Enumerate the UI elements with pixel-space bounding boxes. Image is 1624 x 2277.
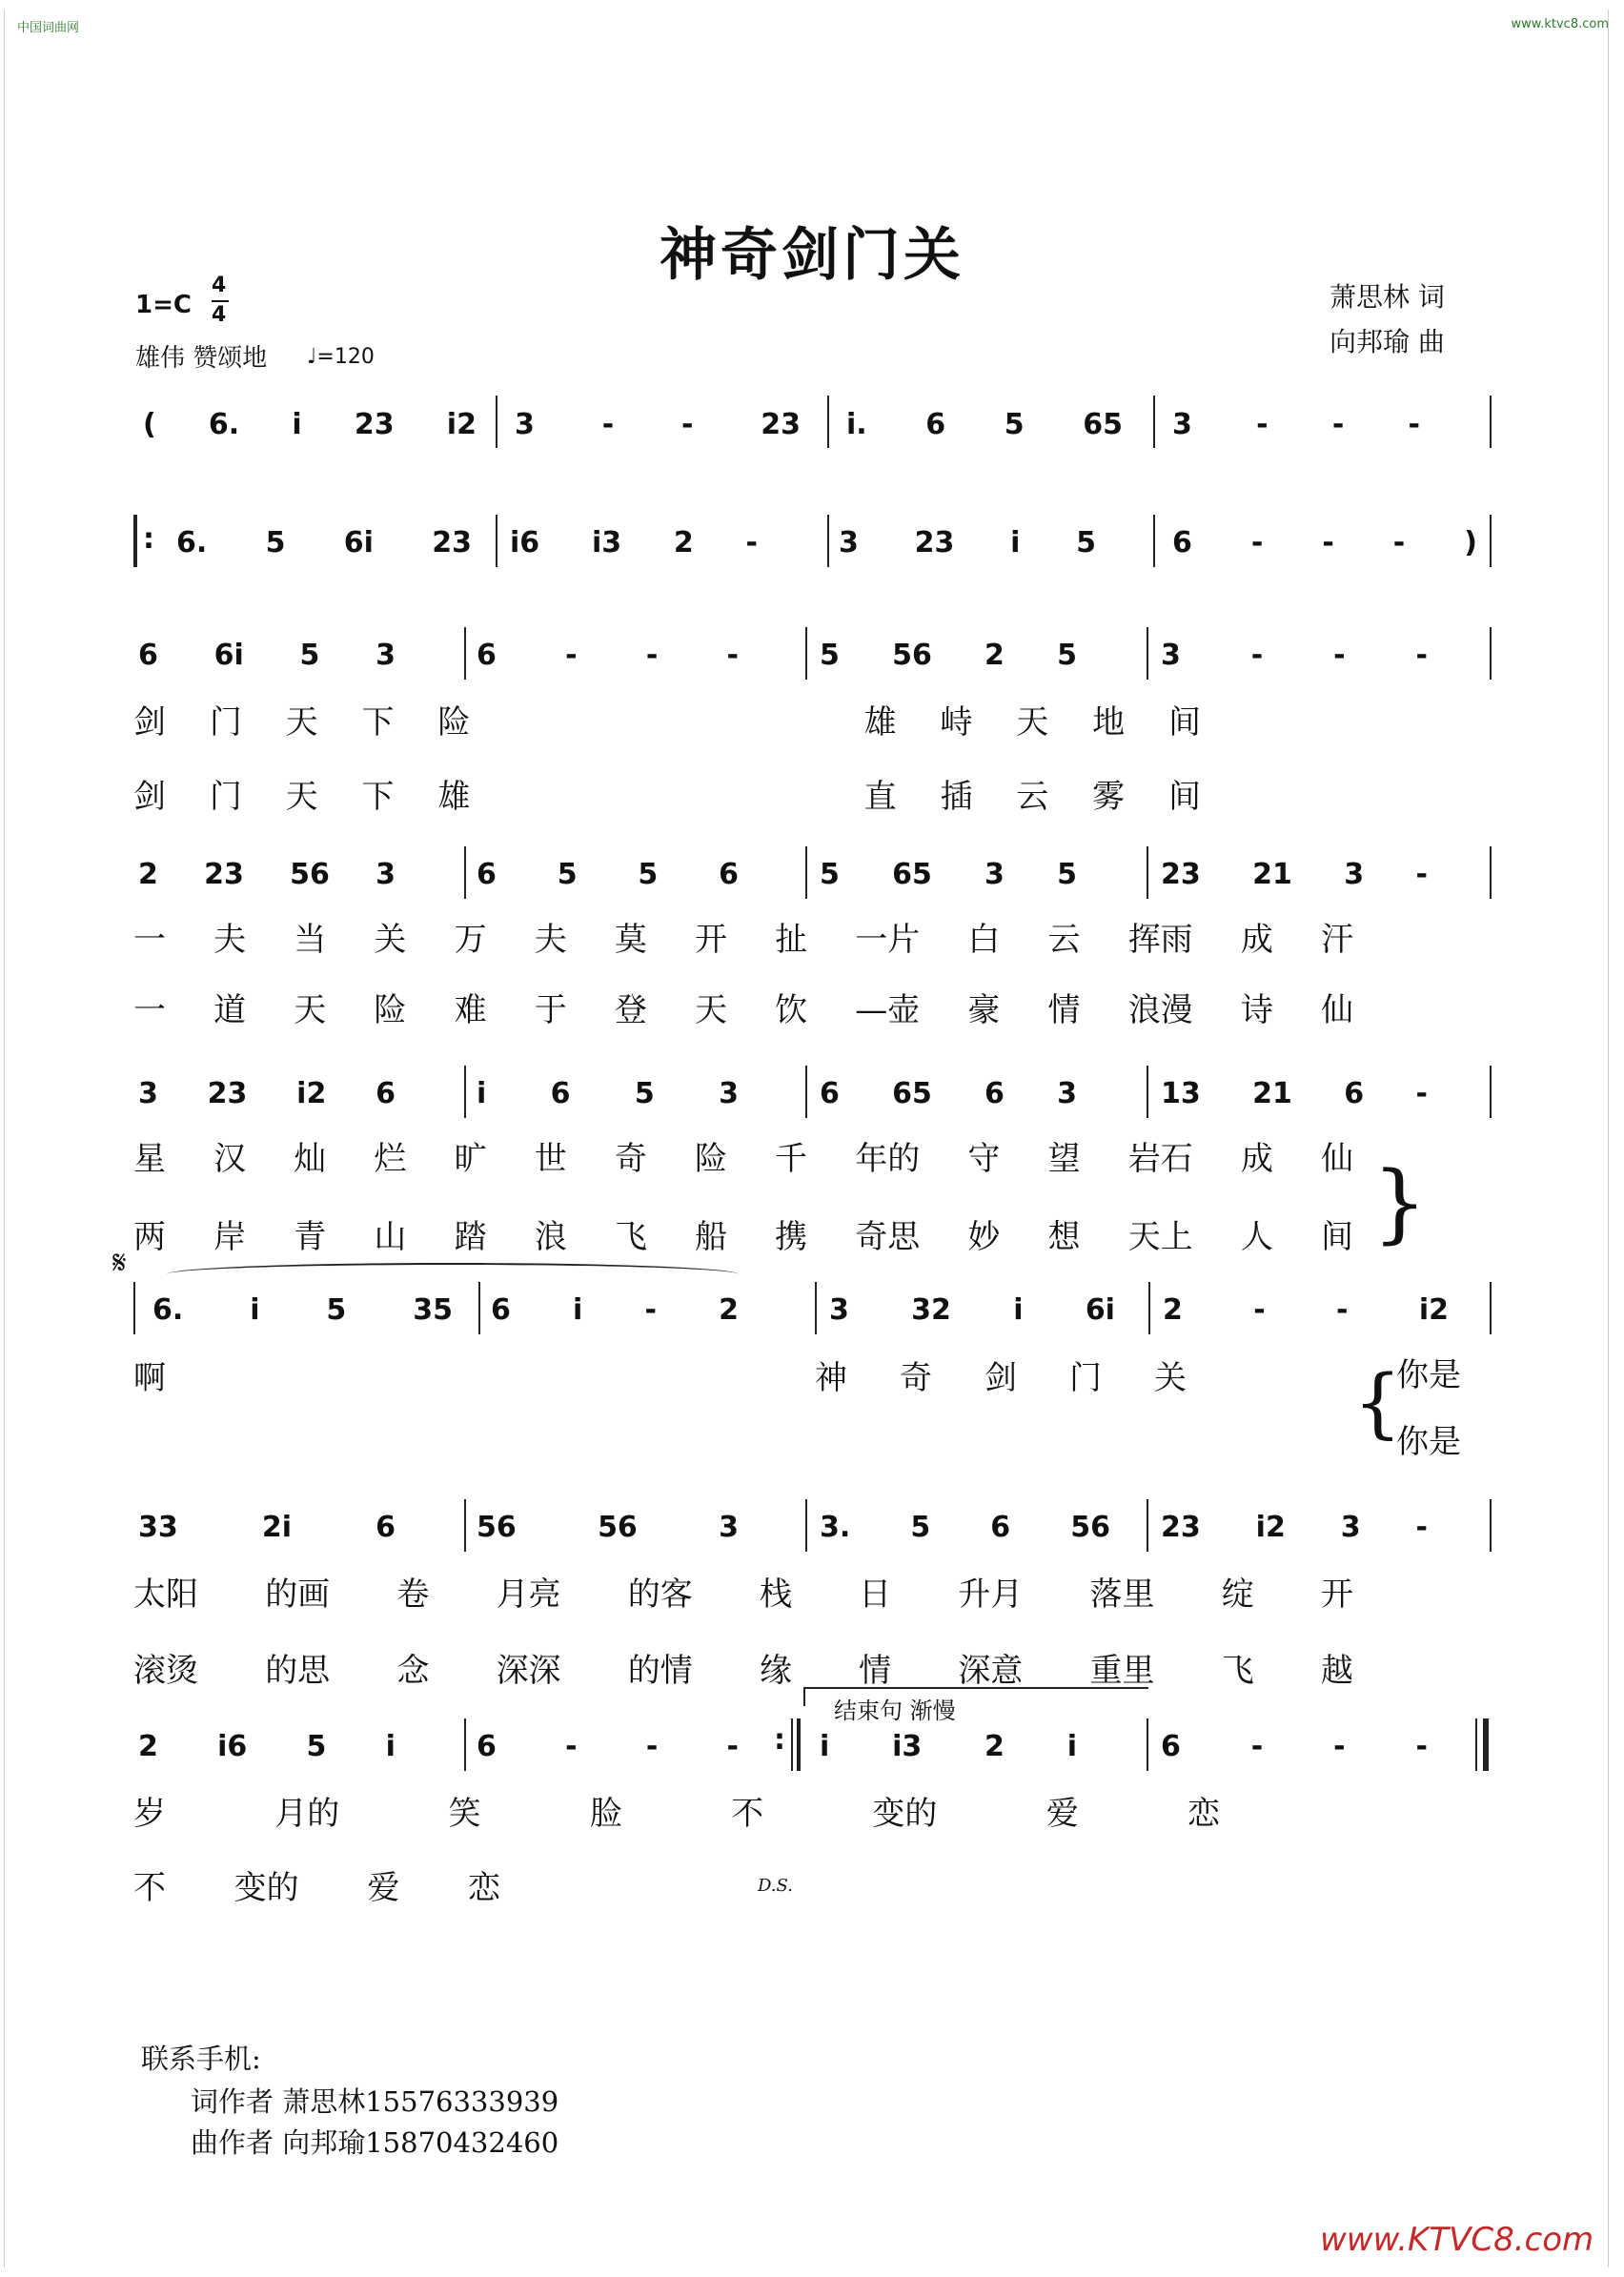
- measure-24: 2 - - i2: [1163, 1293, 1449, 1327]
- measure-18: i 6 5 3: [477, 1077, 739, 1110]
- measure-8: 6 - - - ): [1172, 526, 1477, 559]
- left-watermark-strip: [4, 10, 16, 2267]
- measure-25: 33 2i 6: [138, 1511, 396, 1544]
- measure-1: ( 6. i 23 i2: [143, 408, 477, 441]
- measure-26: 56 56 3: [477, 1511, 739, 1544]
- measure-17: 3 23 i2 6: [138, 1077, 396, 1110]
- key-signature: 1=C: [135, 291, 192, 319]
- contact-heading: 联系手机:: [141, 2043, 261, 2075]
- phrase-slur: [167, 1263, 739, 1286]
- lyrics-row-8-verse-1: 岁 月的 笑 脸 不 变的 爱 恋: [133, 1795, 1220, 1833]
- lyricist-credit: 萧思林 词: [1330, 281, 1445, 313]
- measure-2: 3 - - 23: [515, 408, 801, 441]
- measure-22: 6 i - 2: [491, 1293, 739, 1327]
- measure-29: 2 i6 5 i: [138, 1730, 396, 1763]
- measure-23: 3 32 i 6i: [829, 1293, 1115, 1327]
- repeat-start: :: [143, 522, 154, 556]
- song-title: 神奇剑门关: [660, 222, 964, 289]
- composer-credit: 向邦瑜 曲: [1330, 326, 1445, 357]
- measure-14: 6 5 5 6: [477, 858, 739, 891]
- right-watermark-strip: [1608, 10, 1620, 2267]
- repeat-end: :: [774, 1723, 785, 1757]
- time-signature-line: [212, 300, 229, 302]
- measure-10: 6 - - -: [477, 639, 739, 672]
- tempo-value: =120: [316, 345, 375, 369]
- lyrics-row-3-verse-1: 剑 门 天 下 险 雄 峙 天 地 间: [133, 703, 1201, 742]
- ktvc8-logo[interactable]: www.KTVC8.com: [1320, 2221, 1594, 2259]
- pickup-brace: {: [1353, 1358, 1402, 1447]
- time-signature-top: 4: [212, 274, 227, 297]
- time-signature-bottom: 4: [212, 303, 227, 327]
- pickup-lyric-1: 你是: [1396, 1356, 1461, 1394]
- measure-13: 2 23 56 3: [138, 858, 396, 891]
- lyrics-row-6-verse-1: 啊: [133, 1359, 166, 1397]
- measure-6: i6 i3 2 -: [510, 526, 758, 559]
- measure-12: 3 - - -: [1161, 639, 1428, 672]
- lyrics-row-7-verse-2: 滚烫 的思 念 深深 的情 缘 情 深意 重里 飞 越: [133, 1652, 1353, 1690]
- measure-5: 6. 5 6i 23: [176, 526, 472, 559]
- lyrics-row-4-verse-1: 一 夫 当 关 万 夫 莫 开 扯 一片 白 云 挥雨 成 汗: [133, 921, 1353, 959]
- pickup-lyric-2: 你是: [1396, 1423, 1461, 1461]
- verse-brace: }: [1372, 1153, 1428, 1253]
- tempo-mark: ♩=120: [307, 345, 375, 369]
- measure-16: 23 21 3 -: [1161, 858, 1428, 891]
- lyrics-row-3-verse-2: 剑 门 天 下 雄 直 插 云 雾 间: [133, 778, 1201, 816]
- lyrics-row-5-verse-1: 星 汉 灿 烂 旷 世 奇 险 千 年的 守 望 岩石 成 仙: [133, 1140, 1353, 1178]
- ending-note: 结束句 渐慢: [834, 1698, 956, 1724]
- measure-31: i i3 2 i: [820, 1730, 1077, 1763]
- contact-composer: 曲作者 向邦瑜15870432460: [191, 2126, 559, 2159]
- measure-30: 6 - - -: [477, 1730, 739, 1763]
- lyrics-row-8-verse-2: 不 变的 爱 恋: [133, 1869, 500, 1907]
- lyrics-row-5-verse-2: 两 岸 青 山 踏 浪 飞 船 携 奇思 妙 想 天上 人 间: [133, 1218, 1353, 1256]
- measure-27: 3. 5 6 56: [820, 1511, 1110, 1544]
- measure-7: 3 23 i 5: [839, 526, 1096, 559]
- measure-4: 3 - - -: [1172, 408, 1420, 441]
- segno-sign: 𝄋: [112, 1244, 127, 1282]
- contact-lyricist: 词作者 萧思林15576333939: [191, 2085, 559, 2118]
- lyrics-row-6-chorus: 神 奇 剑 门 关: [815, 1359, 1187, 1397]
- ds-marking: D.S.: [758, 1876, 793, 1896]
- measure-32: 6 - - -: [1161, 1730, 1428, 1763]
- lyrics-row-4-verse-2: 一 道 天 险 难 于 登 天 饮 —壶 豪 情 浪漫 诗 仙: [133, 991, 1353, 1029]
- measure-28: 23 i2 3 -: [1161, 1511, 1428, 1544]
- measure-3: i. 6 5 65: [846, 408, 1123, 441]
- measure-11: 5 56 2 5: [820, 639, 1077, 672]
- measure-9: 6 6i 5 3: [138, 639, 396, 672]
- measure-15: 5 65 3 5: [820, 858, 1077, 891]
- measure-20: 13 21 6 -: [1161, 1077, 1428, 1110]
- site-label-left[interactable]: 中国词曲网: [17, 21, 80, 35]
- site-label-right[interactable]: www.ktvc8.com: [1511, 17, 1609, 31]
- tempo-style: 雄伟 赞颂地: [135, 344, 268, 373]
- lyrics-row-7-verse-1: 太阳 的画 卷 月亮 的客 栈 日 升月 落里 绽 开: [133, 1576, 1353, 1614]
- measure-19: 6 65 6 3: [820, 1077, 1077, 1110]
- measure-21: 6. i 5 35: [152, 1293, 453, 1327]
